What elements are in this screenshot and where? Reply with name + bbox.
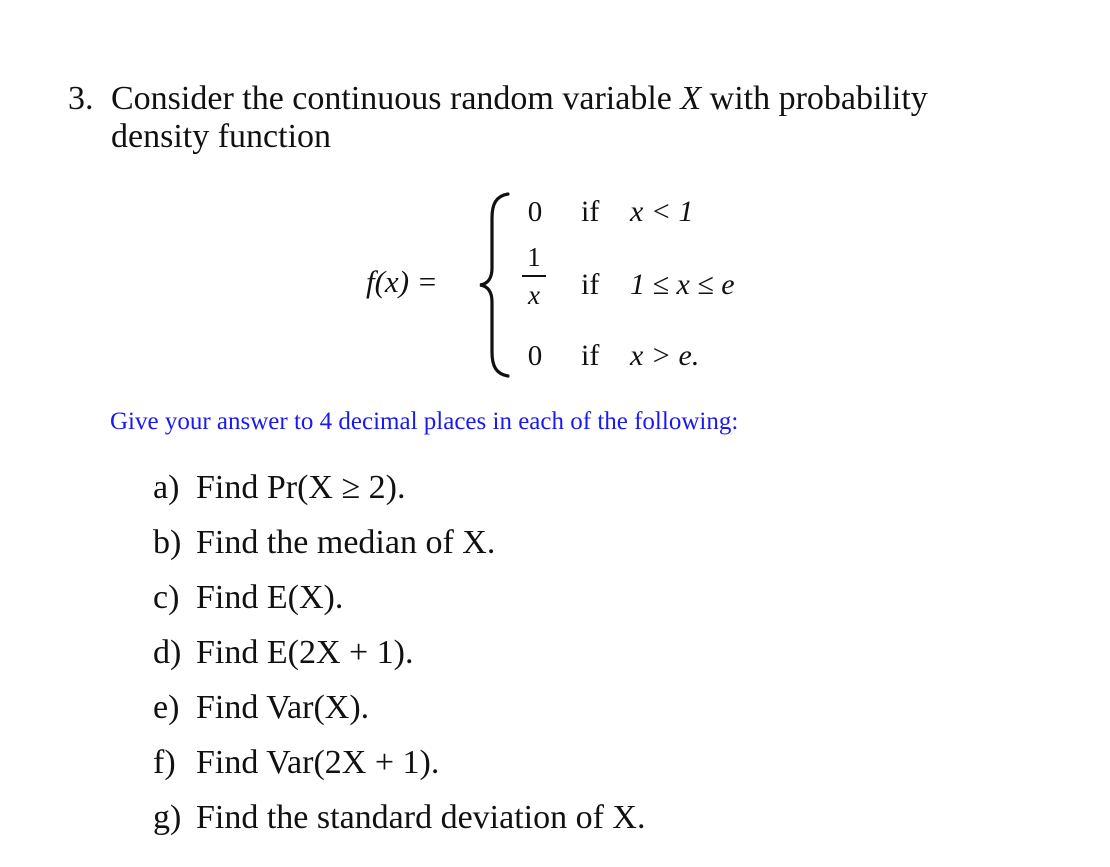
question-text-end: with probability bbox=[709, 80, 928, 117]
part-letter: f) bbox=[153, 744, 176, 781]
part-g bbox=[153, 796, 645, 851]
case-2-if: if bbox=[581, 268, 600, 301]
question-parts-list bbox=[153, 466, 645, 851]
fraction-bar bbox=[522, 275, 546, 277]
case-2-fraction bbox=[516, 241, 552, 311]
fraction-numerator: 1 bbox=[527, 242, 541, 272]
part-e bbox=[153, 686, 645, 741]
part-letter: a) bbox=[153, 469, 180, 506]
part-letter: b) bbox=[153, 524, 182, 561]
part-text: Find the median of X. bbox=[196, 524, 496, 561]
left-brace-icon bbox=[478, 190, 518, 380]
case-1-value: 0 bbox=[527, 196, 543, 228]
part-text: Find the standard deviation of X. bbox=[196, 799, 646, 836]
part-letter: g) bbox=[153, 799, 182, 836]
part-text: Find E(X). bbox=[196, 579, 344, 616]
equation-lhs: f(x) = bbox=[366, 264, 438, 299]
part-text: Find E(2X + 1). bbox=[196, 634, 414, 671]
part-text: Find Pr(X ≥ 2). bbox=[196, 469, 406, 506]
instruction-text: Give your answer to 4 decimal places in each of the following: bbox=[110, 408, 739, 435]
part-a bbox=[153, 466, 645, 521]
part-c bbox=[153, 576, 645, 631]
part-b bbox=[153, 521, 645, 576]
case-3-value: 0 bbox=[527, 340, 543, 372]
part-text: Find Var(2X + 1). bbox=[196, 744, 440, 781]
random-variable-symbol: X bbox=[680, 80, 702, 117]
question-number: 3. bbox=[68, 80, 94, 117]
part-letter: c) bbox=[153, 579, 180, 616]
part-d bbox=[153, 631, 645, 686]
part-letter: d) bbox=[153, 634, 182, 671]
part-f bbox=[153, 741, 645, 796]
fraction-denominator: x bbox=[528, 280, 540, 310]
part-letter: e) bbox=[153, 689, 180, 726]
case-3-condition: x > e. bbox=[630, 339, 700, 372]
part-text: Find Var(X). bbox=[196, 689, 370, 726]
question-text-line-1 bbox=[111, 80, 928, 118]
case-1-condition: x < 1 bbox=[630, 195, 694, 228]
case-1-if: if bbox=[581, 195, 600, 228]
case-3-if: if bbox=[581, 339, 600, 372]
case-2-condition: 1 ≤ x ≤ e bbox=[630, 268, 735, 301]
question-text-start: Consider the continuous random variable bbox=[111, 80, 672, 117]
question-text-line-2: density function bbox=[111, 118, 332, 155]
